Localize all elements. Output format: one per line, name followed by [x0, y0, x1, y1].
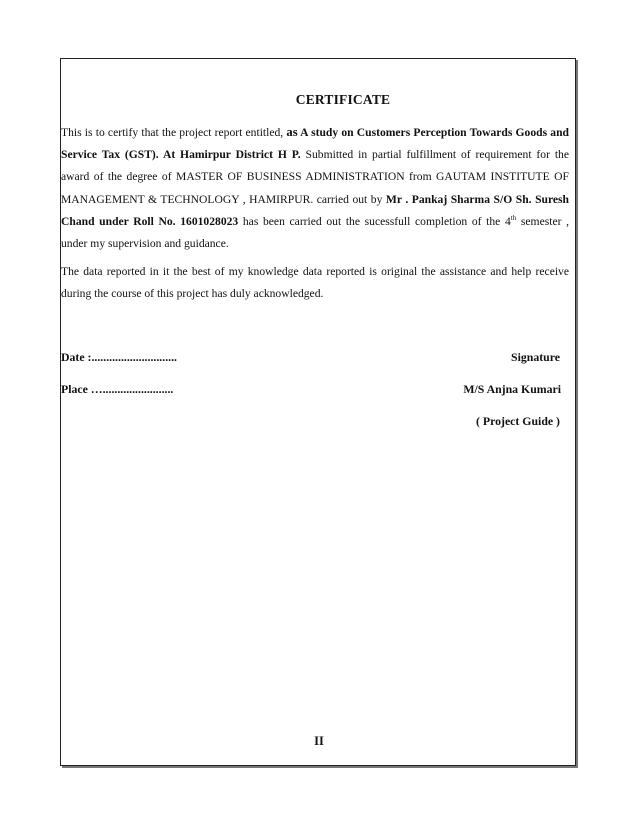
guide-role: ( Project Guide ) [476, 414, 560, 428]
student-details: Mr . Pankaj Sharma S/O Sh. Suresh Chand under Roll No. 1601028023 [61, 192, 570, 228]
certificate-paragraph-1 [61, 121, 569, 255]
ordinal-suffix: th [510, 213, 517, 222]
intro-text: This is to certify that the project report entitled, [61, 126, 287, 139]
as-keyword: as [286, 125, 298, 139]
date-label: Date :............................. [61, 350, 177, 364]
report-title: A study on Customers Perception Towards Goods and Service Tax (GST). At Hamirpur District H P. [61, 126, 569, 162]
degree-text: Submitted in partial fulfillment of requirement for the award of the degree of MASTER OF BUSINESS ADMINISTRATION from GAUTAM INSTITUTE OF MANAGEMENT & TECHNOLOGY , HAMIRPUR. carried out by [61, 148, 569, 206]
completion-text: has been carried out the sucessfull completion of the 4 [238, 214, 511, 228]
place-label: Place …........................ [61, 382, 174, 396]
page-number: II [314, 734, 324, 748]
certificate-title: CERTIFICATE [295, 92, 391, 107]
certificate-paragraph-2: The data reported in it the best of my knowledge data reported is original the assistance and help receive during the course of this project has duly acknowledged. [61, 265, 569, 301]
guide-name: M/S Anjna Kumari [463, 382, 561, 396]
signature-label: Signature [511, 350, 560, 364]
supervision-text: semester , under my supervision and guidance. [61, 214, 570, 251]
